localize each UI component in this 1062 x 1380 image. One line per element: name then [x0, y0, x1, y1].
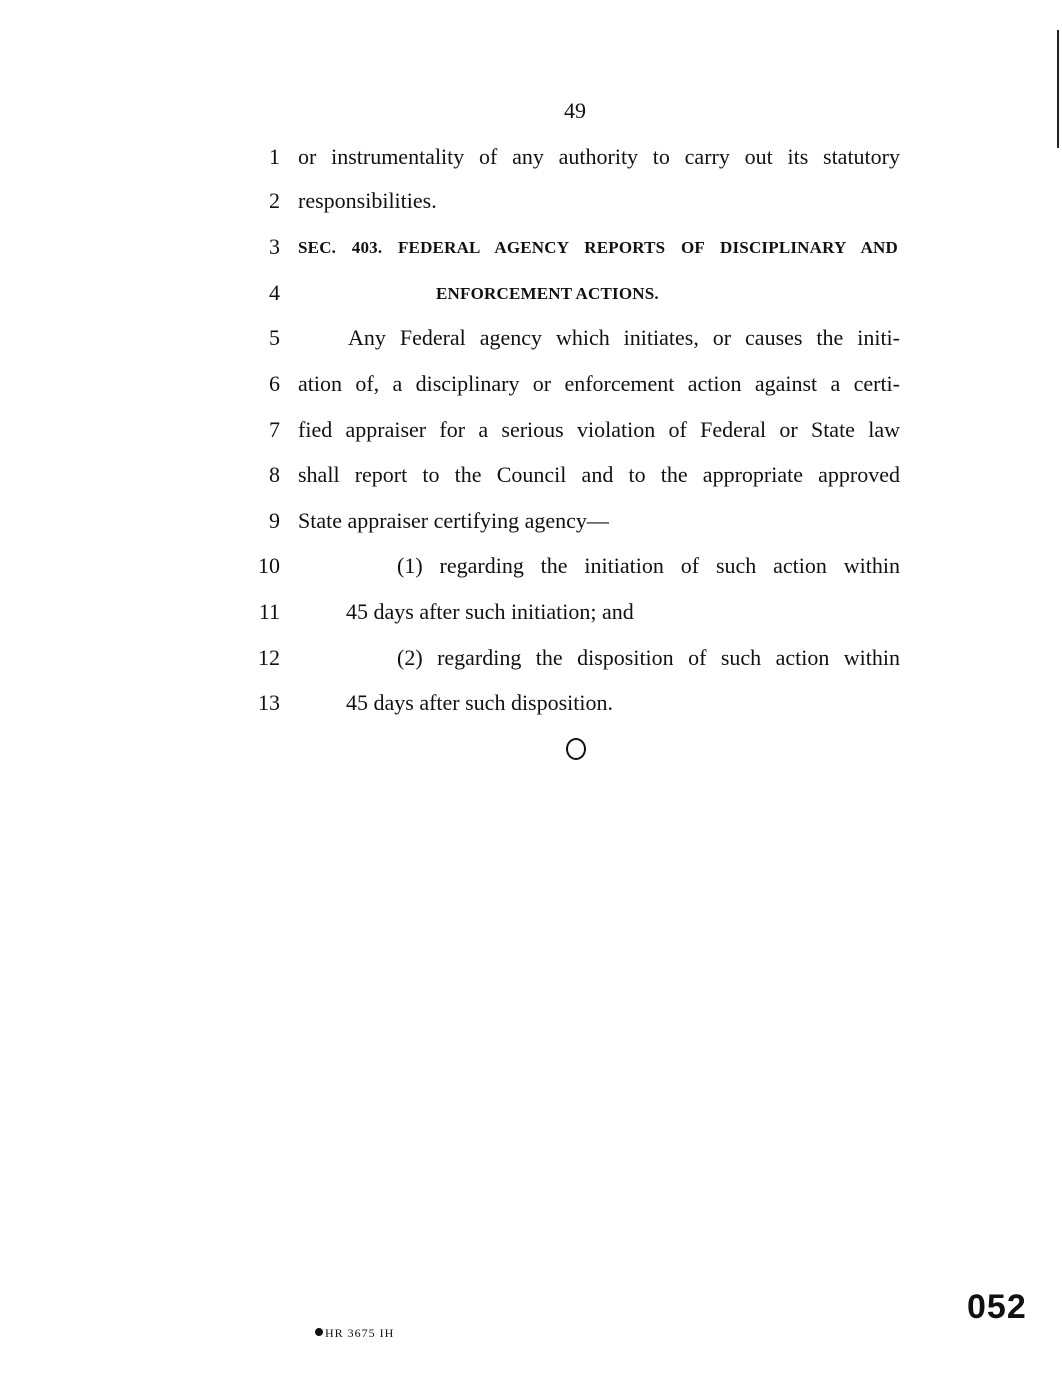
page-stamp: 052: [967, 1288, 1027, 1326]
text-line: [0, 417, 1062, 447]
line-number: 2: [269, 188, 280, 213]
text-line: [0, 188, 1062, 218]
line-number: 7: [269, 417, 280, 442]
bill-id-text: HR 3675 IH: [325, 1326, 395, 1340]
bullet-icon: [315, 1328, 323, 1336]
text-line: [0, 234, 1062, 264]
line-text: responsibilities.: [298, 188, 437, 213]
line-number: 4: [269, 280, 280, 305]
line-number: 8: [269, 462, 280, 487]
line-number: 6: [269, 371, 280, 396]
line-number: 1: [269, 144, 280, 169]
text-line: [0, 690, 1062, 720]
line-text: 45 days after such disposition.: [346, 690, 614, 715]
footer-bill-id: [315, 1326, 394, 1341]
line-text: Any Federal agency which initiates, or causes the initi-: [348, 325, 900, 350]
text-line: [0, 371, 1062, 401]
line-number: 5: [269, 325, 280, 350]
text-line: [0, 553, 1062, 583]
scan-edge-line: [1057, 30, 1059, 148]
text-line: [0, 144, 1062, 174]
line-text: ation of, a disciplinary or enforcement action against a certi-: [298, 371, 900, 396]
line-number: 12: [258, 645, 280, 670]
line-text: fied appraiser for a serious violation of Federal or State law: [298, 417, 900, 442]
paragraph-item: (2) regarding the disposition of such action within: [397, 645, 900, 670]
line-text: 45 days after such initiation; and: [346, 599, 634, 624]
section-heading-continued: ENFORCEMENT ACTIONS.: [436, 284, 659, 303]
paragraph-item: (1) regarding the initiation of such action within: [397, 553, 900, 578]
end-of-bill-mark: [566, 738, 586, 760]
line-text: State appraiser certifying agency—: [298, 508, 609, 533]
line-text: shall report to the Council and to the appropriate approved: [298, 462, 900, 487]
line-number: 3: [269, 234, 280, 259]
text-line: [0, 280, 1062, 310]
page-number: 49: [564, 98, 586, 123]
text-line: [0, 508, 1062, 538]
section-heading: SEC. 403. FEDERAL AGENCY REPORTS OF DISCIPLINARY AND: [298, 238, 898, 257]
line-text: or instrumentality of any authority to carry out its statutory: [298, 144, 900, 169]
text-line: [0, 325, 1062, 355]
line-number: 11: [258, 599, 280, 624]
text-line: [0, 462, 1062, 492]
text-line: [0, 599, 1062, 629]
text-line: [0, 645, 1062, 675]
line-number: 13: [258, 690, 280, 715]
line-number: 10: [258, 553, 280, 578]
line-number: 9: [269, 508, 280, 533]
